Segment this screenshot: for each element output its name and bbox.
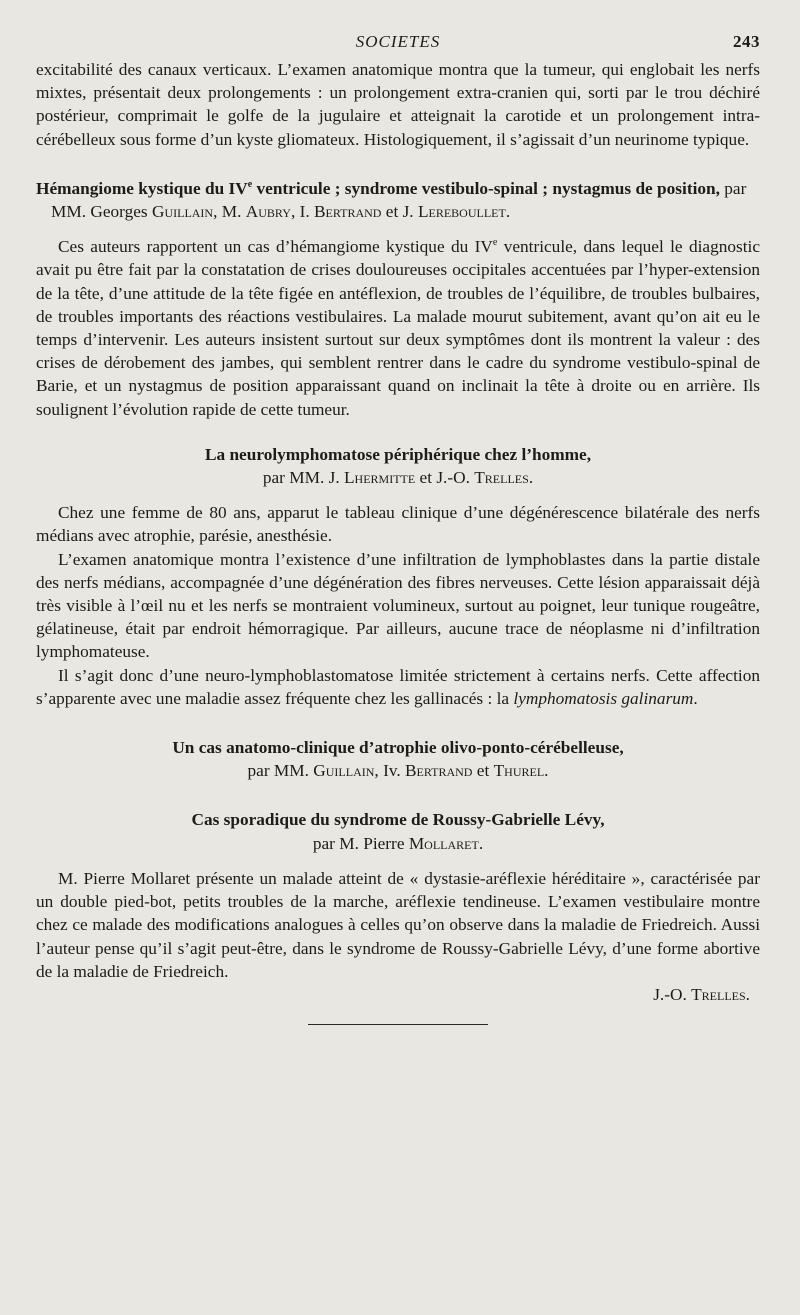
section1-author3: Bertrand: [313, 202, 382, 222]
section1-author4: Lereboullet: [417, 202, 506, 222]
signature-end: .: [745, 984, 750, 1004]
section4-author1: Mollaret: [408, 833, 479, 853]
section3-authors-prefix: par MM.: [247, 761, 314, 781]
section1-sep3: et J.: [381, 202, 418, 222]
section2-para2: L’examen anatomique montra l’existence d’une infiltration de lymphoblastes dans la partie distale des nerfs médians, accompagnée d’une dégénération des fibres nerveuses. Cette lésion apparaissait déjà très visible à l’œil nu et les nerfs se montraient volumineux, surtout au poignet, leur tunique rougeâtre, gélatineuse, était par endroit hémorragique. Par ailleurs, aucune trace de néoplasme ni d’infiltration lymphomateuse.: [36, 549, 760, 662]
signature-prefix: J.-O.: [653, 984, 692, 1004]
section1-sep1: , M.: [213, 202, 246, 222]
section2-title: La neurolymphomatose périphérique chez l’homme,: [204, 444, 592, 464]
section1-sep2: , I.: [290, 202, 314, 222]
signature-name: Trelles: [691, 984, 746, 1004]
intro-paragraph: excitabilité des canaux verticaux. L’examen anatomique montra que la tumeur, qui englobait les nerfs mixtes, présentait deux prolongements : un prolongement extra-cranien qui, sorti par le trou déchiré postérieur, comprimait le golfe de la jugulaire et atteignait la carotide et un prolongement intra-cérébelleux sous forme d’un kyste gliomateux. Histologiquement, il s’agissait d’un neurinome typique.: [36, 60, 760, 149]
section3-author1: Guillain: [313, 761, 375, 781]
end-rule: [308, 1024, 488, 1025]
section2-para1: Chez une femme de 80 ans, apparut le tableau clinique d’une dégénérescence bilatérale des nerfs médians avec atrophie, parésie, anesthésie.: [36, 503, 760, 546]
section4-body: M. Pierre Mollaret présente un malade atteint de « dystasie-aréflexie héréditaire », caractérisée par un double pied-bot, petits troubles de la marche, aréflexie tendineuse. L’examen vestibulaire montre chez ce malade des modifications analogues à celles qu’on observe dans la maladie de Friedreich. Aussi l’auteur pense qu’il s’agit peut-être, dans le syndrome de Roussy-Gabrielle Lévy, d’une forme abortive de la maladie de Friedreich.: [36, 868, 760, 981]
section3-end: .: [544, 761, 549, 781]
section3-author3: Thurel: [493, 761, 545, 781]
section1-body-sup: e: [492, 237, 498, 249]
section1-heading: [36, 177, 760, 223]
page-number: 243: [733, 32, 760, 51]
section3-authors: [36, 759, 760, 782]
section2-authors: [36, 466, 760, 489]
section2-para3-a: Il s’agit donc d’une neuro-lymphoblastomatose limitée strictement à certains nerfs. Cette affection s’apparente avec une maladie assez fréquente chez les gallinacés : la: [36, 665, 760, 708]
section4-end: .: [478, 833, 484, 853]
section2-authors-prefix: par MM. J.: [262, 468, 344, 488]
section1-body: [36, 235, 760, 421]
section3-sep2: et: [472, 761, 494, 781]
section2-sep1: et J.-O.: [415, 468, 475, 488]
section1-body-a: Ces auteurs rapportent un cas d’hémangiome kystique du IV: [58, 237, 493, 257]
section4-title: Cas sporadique du syndrome de Roussy-Gabrielle Lévy,: [191, 810, 605, 830]
section1-title-b: ventricule ; syndrome vestibulo-spinal ; nystagmus de position,: [252, 178, 720, 198]
section3-sep1: , Iv.: [374, 761, 405, 781]
section4-authors: [36, 832, 760, 855]
section1-title-sup: e: [247, 179, 253, 191]
section4-authors-prefix: par M. Pierre: [312, 833, 409, 853]
section1-author2: Aubry: [245, 202, 291, 222]
section1-authors-prefix: par MM. Georges: [51, 178, 747, 222]
section2-para3: [36, 664, 760, 710]
section2-end: .: [528, 468, 534, 488]
section2-para3-end: .: [693, 688, 698, 708]
section2-author1: Lhermitte: [343, 468, 416, 488]
section1-title-a: Hémangiome kystique du IV: [36, 178, 248, 198]
section1-author1: Guillain: [151, 202, 214, 222]
running-head: [36, 28, 760, 58]
signature: [36, 983, 760, 1006]
section3-title: Un cas anatomo-clinique d’atrophie olivo-ponto-cérébelleuse,: [172, 738, 624, 758]
running-head-title: SOCIETES: [355, 32, 441, 51]
section1-end: .: [505, 202, 511, 222]
section2-author2: Trelles: [474, 468, 529, 488]
section1-body-b: ventricule, dans lequel le diagnostic avait pu être fait par la constatation de crises douloureuses occipitales accentuées par l’hyper-extension de la tête, d’une attitude de la tête figée en antéflexion, de troubles de l’équilibre, de troubles bulbaires, de troubles importants des réactions vestibulaires. La malade mourut subitement, avant qu’on ait eu le temps d’intervenir. Les auteurs insistent surtout sur deux symptômes dont ils montrent la valeur : des crises de dérobement des jambes, qui semblent rentrer dans le cadre du syndrome vestibulo-spinal de Barie, et un nystagmus de position apparaissant quand on inclinait la tête à droite ou en arrière. Ils soulignent l’évolution rapide de cette tumeur.: [36, 237, 760, 419]
section3-author2: Bertrand: [404, 761, 473, 781]
section2-para3-italic: lymphomatosis galinarum: [513, 688, 694, 708]
